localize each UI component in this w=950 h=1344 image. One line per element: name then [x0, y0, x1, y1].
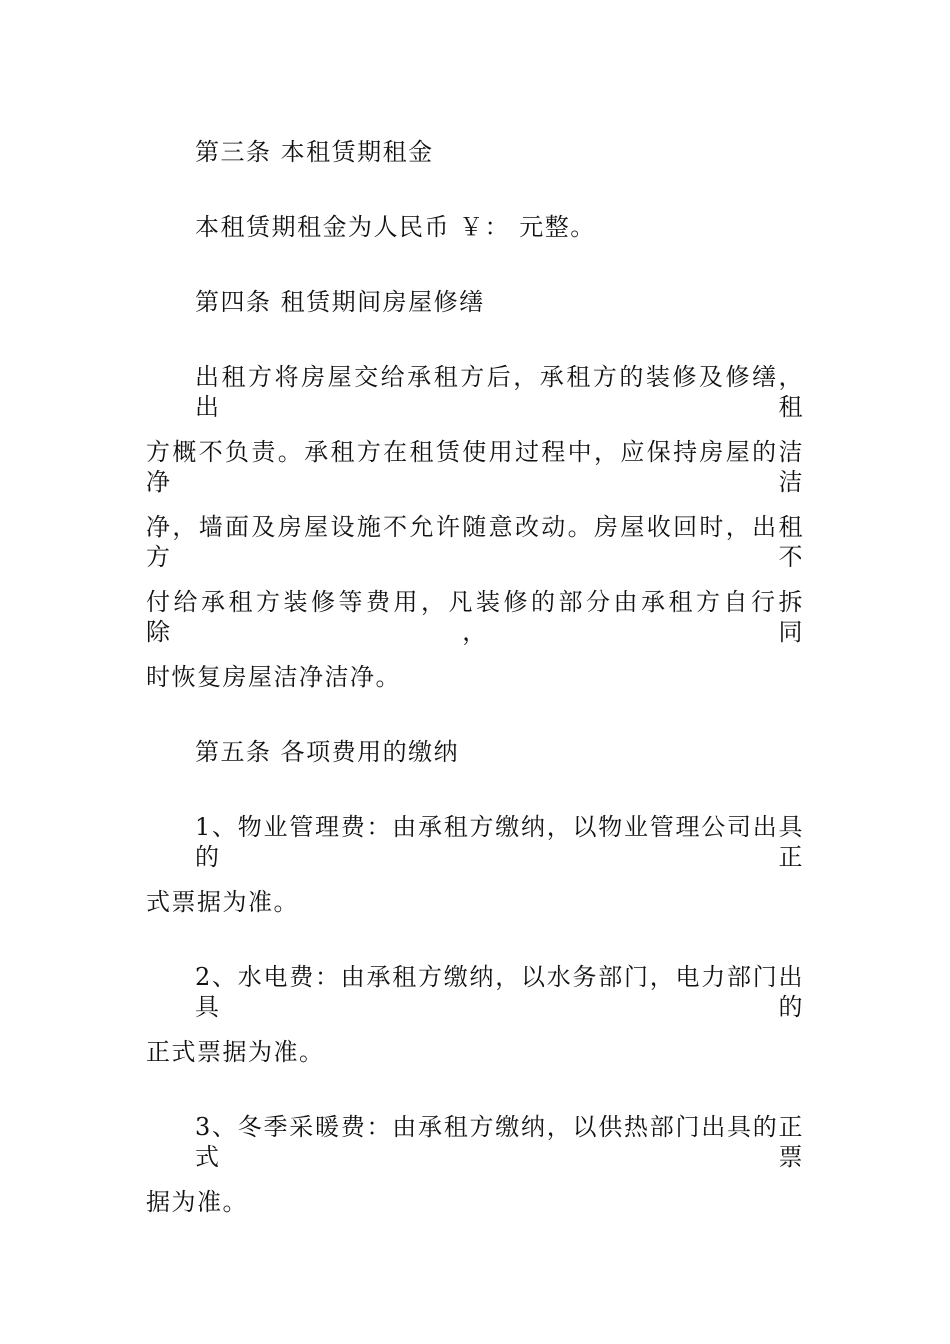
article-4-line-2: 方概不负责。承租方在租赁使用过程中，应保持房屋的洁净洁 — [146, 438, 804, 496]
item-1-line-1: 1、物业管理费：由承租方缴纳，以物业管理公司出具的正 — [195, 813, 804, 871]
item-1-line-2: 式票据为准。 — [146, 888, 299, 916]
item-3-line-1: 3、冬季采暖费：由承租方缴纳，以供热部门出具的正式票 — [195, 1113, 804, 1171]
article-3-body: 本租赁期租金为人民币 ￥： 元整。 — [195, 213, 596, 241]
article-4-line-3: 净，墙面及房屋设施不允许随意改动。房屋收回时，出租方不 — [146, 513, 804, 571]
article-4-line-5: 时恢复房屋洁净洁净。 — [146, 663, 401, 691]
item-2-line-2: 正式票据为准。 — [146, 1038, 325, 1066]
item-3-line-2: 据为准。 — [146, 1188, 248, 1216]
article-4-line-1: 出租方将房屋交给承租方后，承租方的装修及修缮，出租 — [195, 363, 804, 421]
item-2-line-1: 2、水电费：由承租方缴纳，以水务部门，电力部门出具的 — [195, 963, 804, 1021]
article-4-heading: 第四条 租赁期间房屋修缮 — [195, 288, 485, 316]
article-3-heading: 第三条 本租赁期租金 — [195, 138, 434, 166]
article-5-heading: 第五条 各项费用的缴纳 — [195, 738, 460, 766]
article-4-line-4: 付给承租方装修等费用，凡装修的部分由承租方自行拆除，同 — [146, 588, 804, 646]
